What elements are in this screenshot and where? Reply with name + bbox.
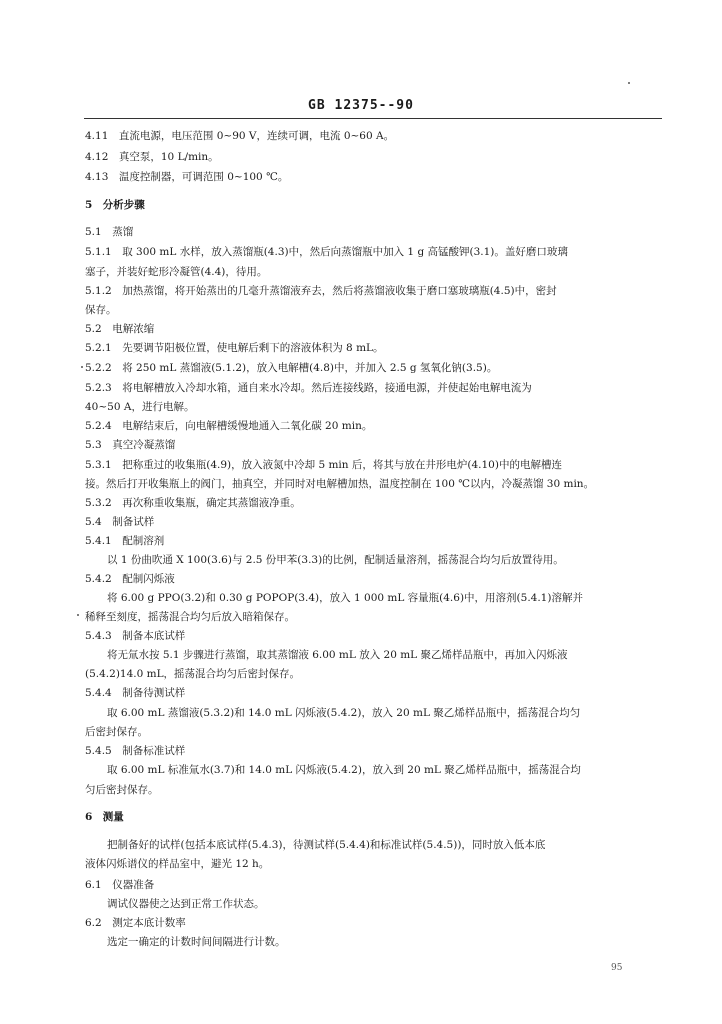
para-6: 把制备好的试样(包括本底试样(5.4.3)，待测试样(5.4.4)和标准试样(5.4.5))，同时放入低本底 [107,839,546,851]
para-6-cont: 液体闪烁谱仪的样品室中，避光 12 h。 [85,858,270,870]
item-4-11: 4.11 直流电源，电压范围 0~90 V，连续可调，电流 0~60 A。 [85,130,395,142]
para-5-3-1-cont: 接。然后打开收集瓶上的阀门，抽真空，并同时对电解槽加热，温度控制在 100 ℃以内，冷凝蒸馏 30 min。 [85,478,595,490]
para-5-4-4-cont: 后密封保存。 [85,726,148,738]
section-5-4-heading: 5.4 制备试样 [85,516,155,528]
para-5-4-2-cont: 稀释至刻度，摇荡混合均匀后放入暗箱保存。 [85,611,295,623]
section-6-heading: 6 测量 [85,811,124,823]
para-5-4-5-cont: 匀后密封保存。 [85,784,159,796]
section-5-1-heading: 5.1 蒸馏 [85,226,134,238]
para-5-2-3: 5.2.3 将电解槽放入冷却水箱，通自来水冷却。然后连接线路，接通电源，并使起始电解电流为 [85,382,532,394]
subsection-5-4-5: 5.4.5 制备标准试样 [85,745,186,757]
header-rule [84,118,662,119]
para-5-4-1: 以 1 份曲吹通 X 100(3.6)与 2.5 份甲苯(3.3)的比例，配制适量溶剂，摇荡混合均匀后放置待用。 [107,554,564,566]
section-5-3-heading: 5.3 真空冷凝蒸馏 [85,439,176,451]
para-5-3-2: 5.3.2 再次称重收集瓶，确定其蒸馏液净重。 [85,497,301,509]
scan-speck [77,614,79,616]
section-6-1-heading: 6.1 仪器准备 [85,879,155,891]
para-5-4-4: 取 6.00 mL 蒸馏液(5.3.2)和 14.0 mL 闪烁液(5.4.2)，放入 20 mL 聚乙烯样品瓶中，摇荡混合均匀 [107,707,581,719]
scan-speck [628,82,630,84]
subsection-5-4-4: 5.4.4 制备待测试样 [85,687,186,699]
para-5-2-3-cont: 40~50 A，进行电解。 [85,401,195,413]
standard-header: GB 12375--90 [308,98,414,113]
para-6-1: 调试仪器使之达到正常工作状态。 [107,898,265,910]
section-5-2-heading: 5.2 电解浓缩 [85,323,155,335]
section-6-2-heading: 6.2 测定本底计数率 [85,917,186,929]
item-4-12: 4.12 真空泵，10 L/min。 [85,151,219,163]
para-5-4-3-cont: (5.4.2)14.0 mL，摇荡混合均匀后密封保存。 [85,668,301,680]
para-6-2: 选定一确定的计数时间间隔进行计数。 [107,936,286,948]
page-number: 95 [611,963,623,973]
para-5-4-2: 将 6.00 g PPO(3.2)和 0.30 g POPOP(3.4)，放入 1 000 mL 容量瓶(4.6)中，用溶剂(5.4.1)溶解并 [107,592,583,604]
para-5-1-2-cont: 保存。 [85,304,117,316]
subsection-5-4-1: 5.4.1 配制溶剂 [85,535,165,547]
item-4-13: 4.13 温度控制器，可调范围 0~100 ℃。 [85,171,289,183]
para-5-2-4: 5.2.4 电解结束后，向电解槽缓慢地通入二氧化碳 20 min。 [85,420,373,432]
para-5-4-5: 取 6.00 mL 标准氚水(3.7)和 14.0 mL 闪烁液(5.4.2)，放入到 20 mL 聚乙烯样品瓶中，摇荡混合均 [107,764,581,776]
para-5-1-1-cont: 塞子，并装好蛇形冷凝管(4.4)，待用。 [85,266,268,278]
subsection-5-4-3: 5.4.3 制备本底试样 [85,630,186,642]
para-5-2-2: 5.2.2 将 250 mL 蒸馏液(5.1.2)，放入电解槽(4.8)中，并加入 2.5 g 氢氧化钠(3.5)。 [85,362,498,374]
scan-speck [81,366,83,368]
para-5-1-2: 5.1.2 加热蒸馏，将开始蒸出的几毫升蒸馏液弃去，然后将蒸馏液收集于磨口塞玻璃瓶(4.5)中，密封 [85,285,557,297]
subsection-5-4-2: 5.4.2 配制闪烁液 [85,573,175,585]
para-5-4-3: 将无氚水按 5.1 步骤进行蒸馏，取其蒸馏液 6.00 mL 放入 20 mL 聚乙烯样品瓶中，再加入闪烁液 [107,649,568,661]
section-5-heading: 5 分析步骤 [85,199,145,211]
para-5-3-1: 5.3.1 把称重过的收集瓶(4.9)，放入液氮中冷却 5 min 后，将其与放在井形电炉(4.10)中的电解槽连 [85,459,562,471]
para-5-1-1: 5.1.1 取 300 mL 水样，放入蒸馏瓶(4.3)中，然后向蒸馏瓶中加入 1 g 高锰酸钾(3.1)。盖好磨口玻璃 [85,246,568,258]
para-5-2-1: 5.2.1 先要调节阳极位置，使电解后剩下的溶液体积为 8 mL。 [85,342,384,354]
